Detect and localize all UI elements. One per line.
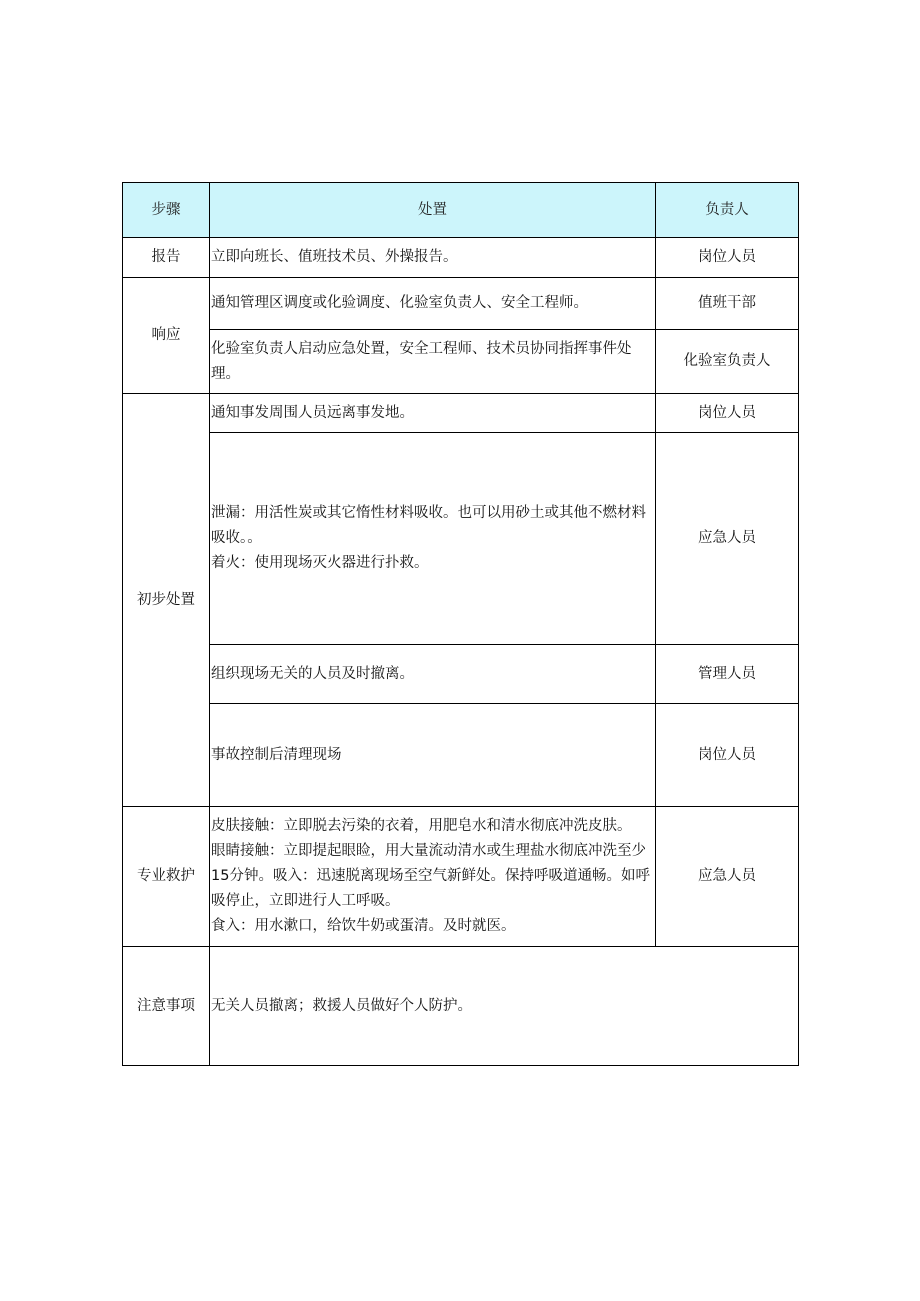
action-cell: 通知管理区调度或化验调度、化验室负责人、安全工程师。	[210, 278, 656, 330]
step-notes: 注意事项	[123, 947, 210, 1066]
action-cell	[210, 433, 656, 645]
ingestion-text: 食入：用水漱口，给饮牛奶或蛋清。及时就医。	[211, 918, 516, 934]
table-row	[123, 645, 799, 704]
table-row	[123, 394, 799, 433]
action-cell: 组织现场无关的人员及时撤离。	[210, 645, 656, 704]
owner-cell: 化验室负责人	[656, 330, 799, 394]
action-cell: 事故控制后清理现场	[210, 704, 656, 807]
step-response: 响应	[123, 278, 210, 394]
step-rescue: 专业救护	[123, 807, 210, 947]
leak-text: 泄漏：用活性炭或其它惰性材料吸收。也可以用砂土或其他不燃材料吸收。。	[211, 505, 646, 546]
owner-cell: 管理人员	[656, 645, 799, 704]
table-row	[123, 704, 799, 807]
table-row	[123, 238, 799, 278]
owner-cell: 应急人员	[656, 433, 799, 645]
eye-contact-text: 眼睛接触：立即提起眼睑，用大量流动清水或生理盐水彻底冲洗至少15分钟。吸入：迅速脱离现场至空气新鲜处。保持呼吸道通畅。如呼吸停止，立即进行人工呼吸。	[211, 843, 650, 909]
action-cell: 化验室负责人启动应急处置，安全工程师、技术员协同指挥事件处理。	[210, 330, 656, 394]
header-step: 步骤	[123, 183, 210, 238]
owner-cell: 值班干部	[656, 278, 799, 330]
table-row	[123, 433, 799, 645]
action-cell: 立即向班长、值班技术员、外操报告。	[210, 238, 656, 278]
step-report: 报告	[123, 238, 210, 278]
owner-cell: 岗位人员	[656, 394, 799, 433]
header-owner: 负责人	[656, 183, 799, 238]
fire-text: 着火：使用现场灭火器进行扑救。	[211, 555, 429, 571]
table-header-row	[123, 183, 799, 238]
action-cell	[210, 807, 656, 947]
table-row	[123, 330, 799, 394]
header-action: 处置	[210, 183, 656, 238]
notes-cell: 无关人员撤离；救援人员做好个人防护。	[210, 947, 799, 1066]
step-initial: 初步处置	[123, 394, 210, 807]
owner-cell: 岗位人员	[656, 704, 799, 807]
owner-cell: 岗位人员	[656, 238, 799, 278]
table-row	[123, 947, 799, 1066]
skin-contact-text: 皮肤接触：立即脱去污染的衣着，用肥皂水和清水彻底冲洗皮肤。	[211, 818, 632, 834]
table-row	[123, 278, 799, 330]
emergency-procedure-table	[122, 182, 799, 1066]
action-cell: 通知事发周围人员远离事发地。	[210, 394, 656, 433]
table-row	[123, 807, 799, 947]
owner-cell: 应急人员	[656, 807, 799, 947]
